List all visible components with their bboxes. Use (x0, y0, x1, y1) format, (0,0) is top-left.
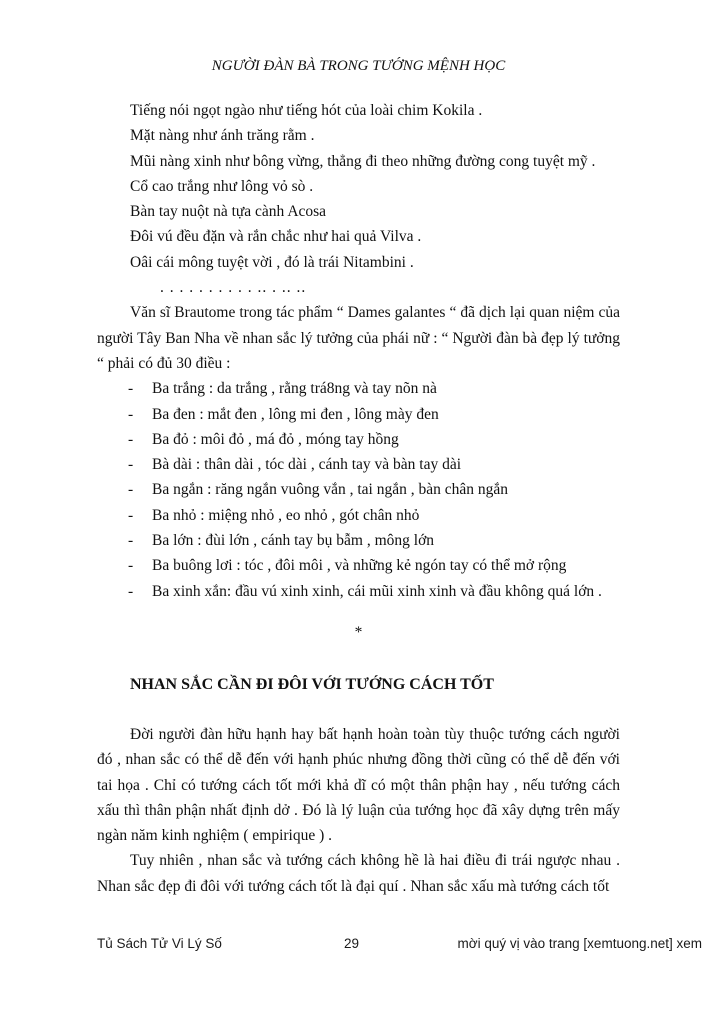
list-bullet: - (128, 532, 134, 550)
list-bullet: - (128, 456, 134, 474)
asterisk-separator: * (354, 623, 363, 641)
quote-line: Cổ cao trắng như lông vỏ sò . (130, 177, 314, 195)
paragraph-body-2: Tuy nhiên , nhan sắc và tướng cách không hề là hai điều đi trái ngược nhau . Nhan sắc đẹp đi đôi với tướng cách tốt là đại quí . Nhan sắc xấu mà tướng cách tốt (97, 852, 620, 895)
list-item (128, 427, 620, 452)
list-bullet: - (128, 557, 134, 575)
page-title: NGƯỜI ĐÀN BÀ TRONG TƯỚNG MỆNH HỌC (211, 58, 506, 74)
quote-line: Oâi cái mông tuyệt vời , đó là trái Nitambini . (130, 253, 414, 271)
quote-line: Mũi nàng xinh như bông vừng, thẳng đi theo những đường cong tuyệt mỹ . (130, 152, 596, 170)
list-item-text: Bà dài : thân dài , tóc dài , cánh tay và bàn tay dài (152, 456, 462, 474)
page-footer (97, 936, 702, 956)
list-bullet: - (128, 430, 134, 448)
list-item (128, 528, 620, 553)
footer-page-number: 29 (344, 936, 360, 951)
list-item-text: Ba đen : mắt đen , lông mi đen , lông mày đen (152, 405, 439, 423)
list-item-text: Ba ngắn : răng ngắn vuông vắn , tai ngắn , bàn chân ngắn (152, 481, 508, 499)
list-bullet: - (128, 481, 134, 499)
quote-block (130, 98, 620, 300)
footer-series-title: Tủ Sách Tử Vi Lý Số (97, 936, 222, 951)
list-bullet: - (128, 380, 134, 398)
quote-line: Bàn tay nuột nà tựa cành Acosa (130, 203, 327, 221)
list-item (128, 553, 620, 578)
paragraph-body-1: Đời người đàn hữu hạnh hay bất hạnh hoàn toàn tùy thuộc tướng cách người đó , nhan sắc có thể dễ đến với hạnh phúc nhưng đồng thời cũng có thể dễ đến với tai họa . Chỉ có tướng cách tốt mới khả dĩ có một thân phận hay , nếu tướng cách xấu thì thân phận nhất định dở . Đó là lý luận của tướng học đã xây dựng trên mấy ngàn năm kinh nghiệm ( empirique ) . (97, 725, 620, 845)
list-item-text: Ba trắng : da trắng , rằng trá8ng và tay nõn nà (152, 380, 437, 398)
list-item-text: Ba buông lơi : tóc , đôi môi , và những kẻ ngón tay có thể mở rộng (152, 557, 567, 575)
section-heading: NHAN SẮC CẦN ĐI ĐÔI VỚI TƯỚNG CÁCH TỐT (130, 675, 494, 693)
list-item (128, 402, 620, 427)
quote-line: Mặt nàng như ánh trăng rằm . (130, 127, 315, 145)
paragraph-intro: Văn sĩ Brautome trong tác phẩm “ Dames galantes “ đã dịch lại quan niệm của người Tây Ban Nha về nhan sắc lý tưởng của phái nữ : “ Người đàn bà đẹp lý tưởng “ phải có đủ 30 điều : (97, 304, 620, 372)
quote-line: Tiếng nói ngọt ngào như tiếng hót của loài chim Kokila . (130, 102, 483, 119)
quote-line: Đôi vú đều đặn và rắn chắc như hai quả Vilva . (130, 228, 422, 246)
ellipsis-line: . . . . . . . . . . .. . .. .. (160, 279, 307, 297)
list-item-text: Ba lớn : đùi lớn , cánh tay bụ bẫm , mông lớn (152, 532, 435, 550)
list-item-text: Ba đỏ : môi đỏ , má đỏ , móng tay hồng (152, 430, 399, 448)
list-bullet: - (128, 582, 134, 600)
list-bullet: - (128, 405, 134, 423)
footer-site-note: mời quý vị vào trang [xemtuong.net] xem (457, 936, 702, 951)
list-item-text: Ba nhỏ : miệng nhỏ , eo nhỏ , gót chân nhỏ (152, 506, 420, 524)
list-item (128, 376, 620, 401)
list-item (128, 503, 620, 528)
list-item (128, 452, 620, 477)
list-bullet: - (128, 506, 134, 524)
thirty-points-list (97, 376, 620, 604)
list-item (128, 477, 620, 502)
list-item (128, 579, 620, 604)
list-item-text: Ba xinh xắn: đầu vú xinh xinh, cái mũi xinh xinh và đầu không quá lớn . (152, 582, 602, 600)
